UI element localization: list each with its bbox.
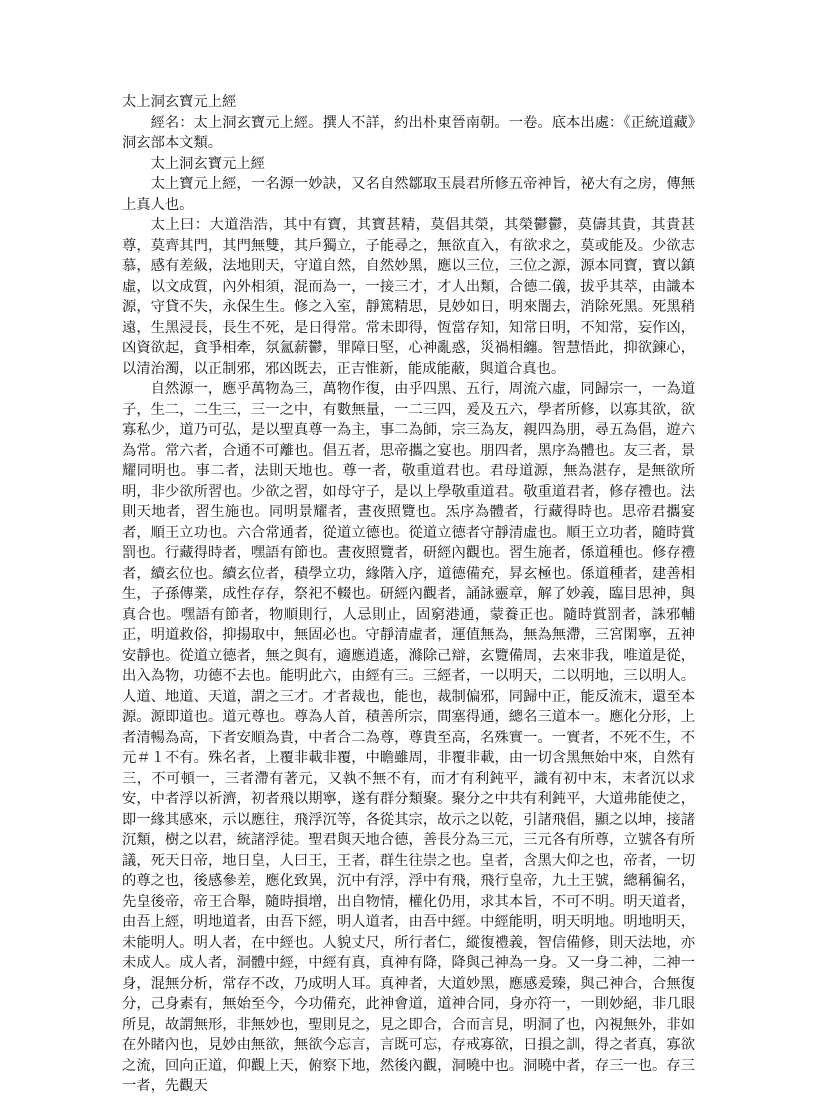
document-meta: 經名：太上洞玄寶元上經。撰人不詳，約出朴東晉南朝。一卷。底本出處：《正統道藏》洞玄部本文類。: [122, 114, 695, 151]
paragraph: 太上寶元上經，一名源一妙訣，又名自然鄒取玉晨君所修五帝神旨，祕大有之房，傳無上真人也。: [122, 176, 695, 213]
paragraph: 太上曰：大道浩浩，其中有寶，其寶甚精，莫倡其榮，其榮鬱鬱，莫儔其貴，其貴甚尊，莫齊其門，其門無雙，其戶獨立，子能尋之，無欲直入，有欲求之，莫或能及。少欲志慕，感有差級，法地則天，守道自然，自然妙黑，應以三位，三位之源，源本同寶，寶以鎮虛，以文成質，內外相須，混而為一，一接三才，才人出類，合德二儀，拔乎其萃，由識本源，守貸不失，永保生生。修之入室，靜篤精思，見妙如日，明來闇去，消除死黑。死黑稍遠，生黑浸長，長生不死，是日得常。常未即得，恆當存知，知常日明，不知常，妄作凶，凶資欲起，貪爭相牽，氛氳薪鬱，罪障日堅，心神亂惑，災禍相纏。智慧悟此，抑欲鍊心，以清治濁，以正制邪，邪凶既去，正吉惟新，能成能蔽，與道合真也。: [122, 217, 695, 377]
document-page: [122, 92, 695, 1097]
paragraph: 自然源一，應乎萬物為三，萬物作復，由乎四黑、五行，周流六虛，同歸宗一，一為道子，生二，二生三，三一之中，有數無量，一二三四，爰及五六，學者所修，以寡其欲，欲寡私少，道乃可弘，是以聖真尊一為主，事二為師，宗三為友，親四為朋，尋五為倡，遊六為常。常六者，合通不可離也。倡五者，思帝攜之宴也。朋四者，黑序為體也。友三者，景耀同明也。事二者，法則天地也。尊一者，敬重道君也。君母道源，無為湛存，是無欲所明，非少欲所習也。少欲之習，如母守子，是以上學敬重道君。敬重道君者，修存禮也。法則天地者，習生施也。同明景耀者，晝夜照覽也。炁序為體者，行藏得時也。思帝君攜宴者，順王立功也。六合常通者，從道立德也。從道立德者守靜清虛也。順王立功者，隨時賞罰也。行藏得時者，嘿語有節也。晝夜照覽者，研經內觀也。習生施者，係道種也。修存禮者，續玄位也。續玄位者，積學立功，緣階入序，道德備充，昇玄極也。係道種者，建善相生，子孫傳業，成性存存，祭祀不輟也。研經內觀者，誦詠靈章，解了妙義，臨目思神，與真合也。嘿語有節者，物順則行，人忌則止，固窮港通，蒙養正也。隨時賞罰者，誅邪輔正，明道救俗，抑揚取中，無固必也。守靜清虛者，運值無為，無為無滯，三宮閑寧，五神安靜也。從道立德者，無之與有，適應逍遙，滌除己辯，玄覽備周，去來非我，唯道是從，出入為物，功德不去也。能明此六，由經有三。三經者，一以明天，二以明地，三以明人。人道、地道、天道，謂之三才。才者裁也，能也，裁制偏邪，同歸中正，能反流末，還至本源。源即道也。道元尊也。尊為人首，積善所宗，間塞得通，總名三道本一。應化分形，上者清暢為高，下者安順為貴，中者合二為尊，尊貴至高，名殊實一。一實者，不死不生，不元＃１不有。殊名者，上覆非載非覆，中瞻雖周，非覆非載，由一切含黑無始中來，自然有三，不可頓一，三者滯有著元，又執不無不有，而才有利鈍平，識有初中末，末者沉以求安，中者浮以祈濟，初者飛以期寧，遂有群分類聚。聚分之中共有利鈍平，大道弗能使之，即一緣其感來，示以應往，飛浮沉等，各從其宗，故示之以乾，引諸飛倡，顯之以坤，接諸沉類，樹之以君，統諸浮徒。聖君與天地合德，善長分為三元，三元各有所尊，立號各有所議，死天日帝，地日皇，人曰王，王者，群生往崇之也。皇者，含黑大仰之也，帝者，一切的尊之也，後感參差，應化致異，沉中有浮，浮中有飛，飛行皇帝，九土王號，總稱徧名，先皇後帝，帝王合舉，隨時損增，出自物情，權化仍用，求其本旨，不可不明。明天道者，由吾上經，明地道者，由吾下經，明人道者，由吾中經。中經能明，明天明地。明地明天，未能明人。明人者，在中經也。人貌丈尺，所行者仁，縱復禮義，智信備修，則天法地，亦未成人。成人者，洞體中經，中經有真，真神有降，降與己神為一身。又一身二神，二神一身，混無分析，常存不改，乃成明人耳。真神者，大道妙黑，應感爰臻，與己神合，合無復分，己身素有，無始至今，今功備充，此神會道，道神合同，身亦符一，一則妙絕，非几眼所見，故謂無形，非無妙也，聖則見之，見之即合，合而言見，明洞了也，內視無外，非如在外睹內也，見妙由無欲，無欲今忘言，言既可忘，存戒寡欲，日損之訓，得之者真，寡欲之流，回向正道，仰觀上天，俯察下地，然後內觀，洞曉中也。洞曉中者，存三一也。存三一者，先觀天: [122, 381, 695, 1094]
document-subtitle: 太上洞玄寶元上經: [150, 155, 265, 172]
document-title: 太上洞玄寶元上經: [122, 94, 237, 110]
